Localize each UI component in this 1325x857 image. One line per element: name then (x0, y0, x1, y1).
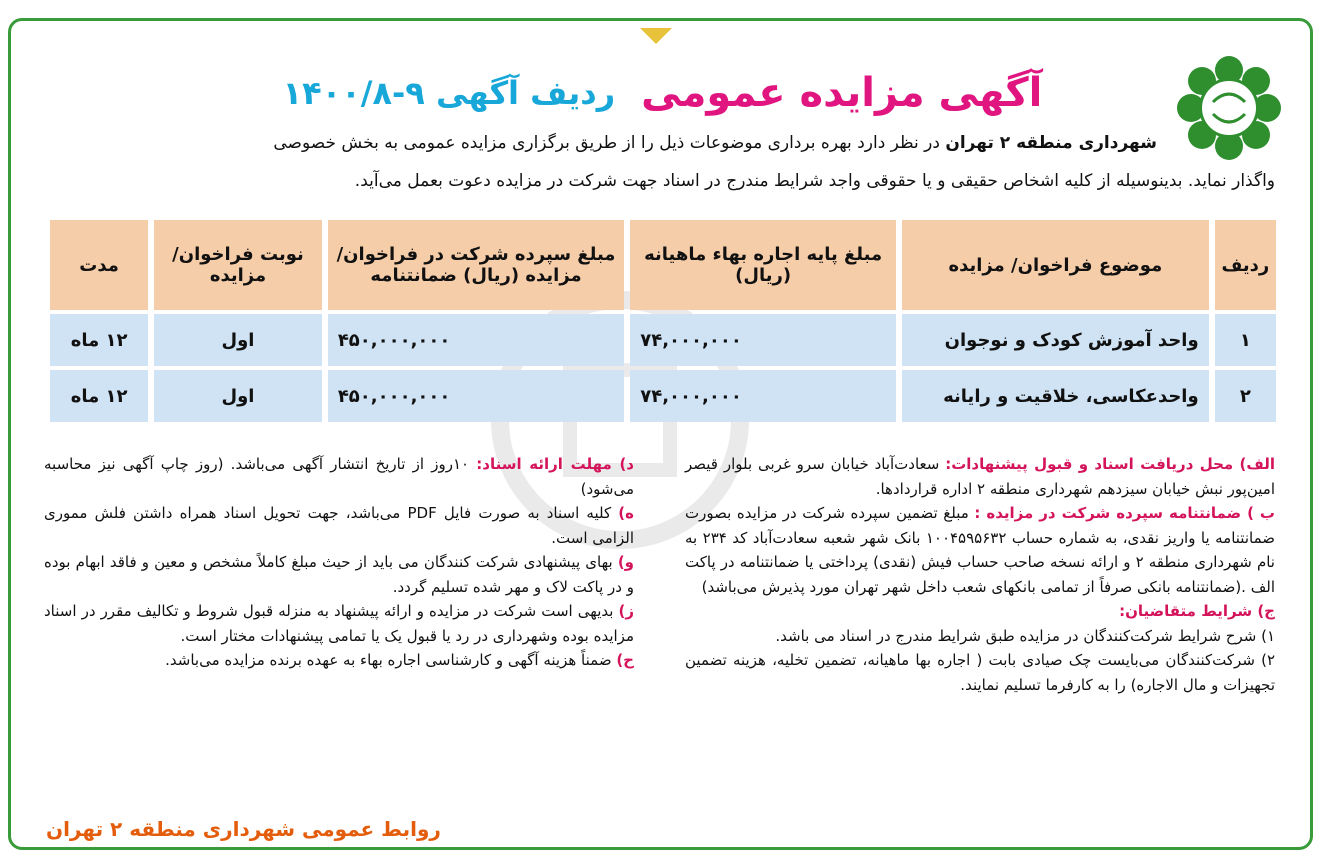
intro-paragraph (50, 128, 1157, 158)
cell-row-number: ۲ (1215, 370, 1276, 422)
cell-round: اول (154, 370, 322, 422)
header-duration: مدت (50, 220, 148, 310)
tehran-municipality-logo-icon (1177, 56, 1281, 160)
header-deposit: مبلغ سپرده شرکت در فراخوان/ مزایده (ریال) ضمانتنامه (328, 220, 624, 310)
section-a-heading: الف) محل دریافت اسناد و قبول پیشنهادات: (945, 455, 1275, 473)
section-f-heading: و) (617, 553, 634, 571)
section-h (44, 648, 634, 673)
cell-duration: ۱۲ ماه (50, 314, 148, 366)
cell-duration: ۱۲ ماه (50, 370, 148, 422)
conditions-right-column (685, 452, 1275, 697)
conditions-left-column (44, 452, 634, 673)
cell-deposit: ۴۵۰,۰۰۰,۰۰۰ (328, 314, 624, 366)
header-round: نوبت فراخوان/ مزایده (154, 220, 322, 310)
section-f (44, 550, 634, 599)
header-row-number: ردیف (1215, 220, 1276, 310)
intro-line1: در نظر دارد بهره برداری موضوعات ذیل را از طریق برگزاری مزایده عمومی به بخش خصوصی (273, 133, 946, 153)
cell-deposit: ۴۵۰,۰۰۰,۰۰۰ (328, 370, 624, 422)
table-header-row (50, 220, 1276, 310)
intro-line2: واگذار نماید. بدینوسیله از کلیه اشخاص حقیقی و یا حقوقی واجد شرایط مندرج در اسناد جهت شرکت در مزایده دعوت بعمل می‌آید. (354, 171, 1275, 191)
section-e (44, 501, 634, 550)
cell-subject: واحد آموزش کودک و نوجوان (902, 314, 1209, 366)
table-row (50, 370, 1276, 422)
section-g-text: بدیهی است شرکت در مزایده و ارائه پیشنهاد به منزله قبول شروط و تکالیف مقرر در اسناد مزایده بوده وشهرداری در رد یا قبول یک یا تمامی پیشنهادات مختار است. (44, 602, 634, 645)
section-h-heading: ح) (616, 651, 634, 669)
section-b-heading: ب ) ضمانتنامه سپرده شرکت در مزایده : (974, 504, 1276, 522)
cell-base-rent: ۷۴,۰۰۰,۰۰۰ (630, 314, 896, 366)
section-g (44, 599, 634, 648)
notice-title: آگهی مزایده عمومی (641, 70, 1043, 116)
top-notch-marker (640, 28, 672, 44)
footer-signature: روابط عمومی شهرداری منطقه ۲ تهران (46, 817, 441, 841)
cell-subject: واحدعکاسی، خلاقیت و رایانه (902, 370, 1209, 422)
section-e-text: کلیه اسناد به صورت فایل PDF می‌باشد، جهت تحویل اسناد همراه داشتن فلش مموری الزامی است. (44, 504, 634, 547)
section-d-heading: د) مهلت ارائه اسناد: (476, 455, 634, 473)
auction-table (44, 216, 1282, 426)
section-g-heading: ز) (618, 602, 634, 620)
section-c-item-2: ۲) شرکت‌کنندگان می‌بایست چک صیادی بابت ( اجاره بها ماهیانه، تضمین تخلیه، هزینه تضمین تجهیزات و مال الاجاره) را به کارفرما تسلیم نمایند. (685, 651, 1275, 694)
section-f-text: بهای پیشنهادی شرکت کنندگان می باید از حیث مبلغ کاملاً مشخص و معین و فاقد ابهام بوده و در پاکت لاک و مهر شده تسلیم گردد. (44, 553, 634, 596)
cell-round: اول (154, 314, 322, 366)
section-a-text: سعادت‌آباد خیابان سرو غربی بلوار قیصر امین‌پور نبش خیابان سیزدهم شهرداری منطقه ۲ اداره قراردادها. (685, 455, 1275, 498)
section-e-heading: ه) (618, 504, 634, 522)
section-d (44, 452, 634, 501)
header-subject: موضوع فراخوان/ مزایده (902, 220, 1209, 310)
header-base-rent: مبلغ پایه اجاره بهاء ماهیانه (ریال) (630, 220, 896, 310)
section-c-heading: ج) شرایط متقاضیان: (1119, 602, 1275, 620)
intro-municipality: شهرداری منطقه ۲ تهران (945, 133, 1157, 153)
table-row (50, 314, 1276, 366)
section-a (685, 452, 1275, 501)
title-line (180, 62, 1145, 124)
cell-base-rent: ۷۴,۰۰۰,۰۰۰ (630, 370, 896, 422)
section-h-text: ضمناً هزینه آگهی و کارشناسی اجاره بهاء به عهده برنده مزایده می‌باشد. (165, 651, 617, 669)
section-d-text: ۱۰روز از تاریخ انتشار آگهی می‌باشد. (روز چاپ آگهی نیز محاسبه می‌شود) (44, 455, 634, 498)
notice-row-number: ردیف آگهی ۹-۱۴۰۰/۸ (282, 74, 616, 112)
section-b-text: مبلغ تضمین سپرده شرکت در مزایده بصورت ضمانتنامه یا واریز نقدی، به شماره حساب ۱۰۰۴۵۹۵۶۳۲ بانک شهر شعبه سعادت‌آباد کد ۲۳۴ به نام شهرداری منطقه ۲ و ارائه نسخه صاحب حساب فیش (نقدی) پرداختی یا ضمانتنامه در پاکت الف .(ضمانتنامه بانکی صرفاً از تمامی بانکهای شعب داخل شهر تهران مورد پذیرش می‌باشد) (685, 504, 1275, 596)
section-c-item-1: ۱) شرح شرایط شرکت‌کنندگان در مزایده طبق شرایط مندرج در اسناد می باشد. (775, 626, 1275, 645)
cell-row-number: ۱ (1215, 314, 1276, 366)
section-b (685, 501, 1275, 599)
